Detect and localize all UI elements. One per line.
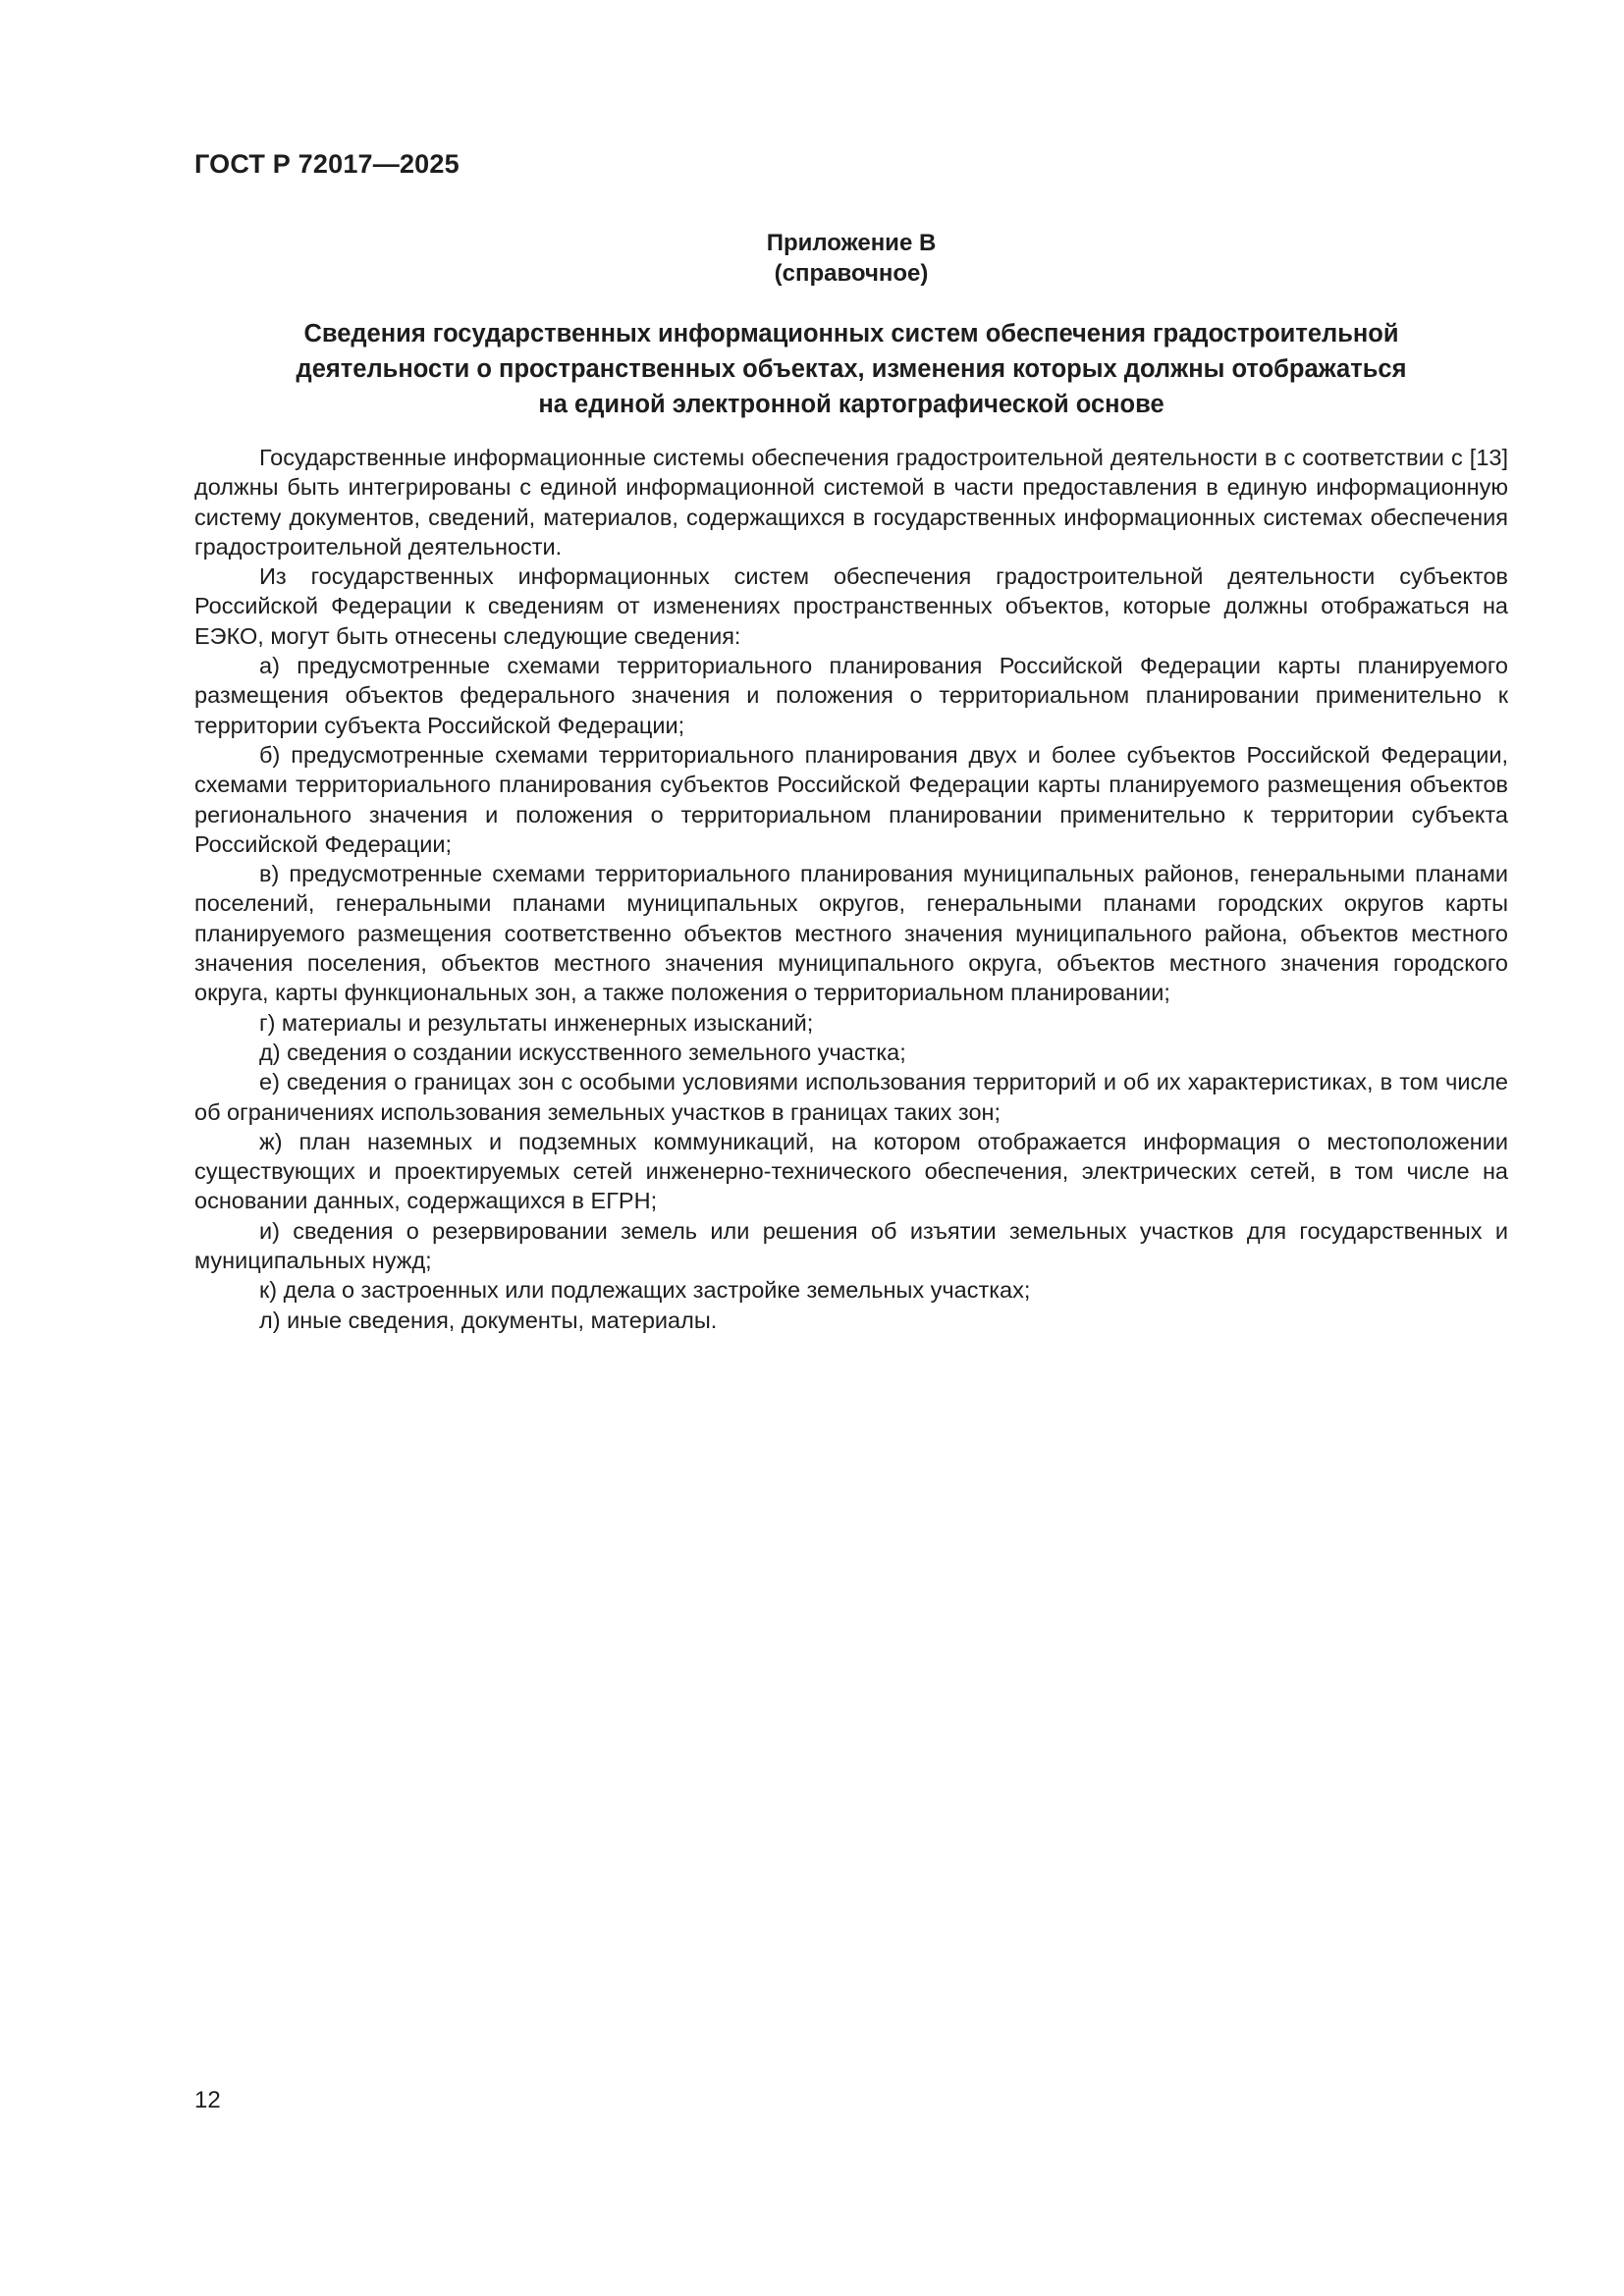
appendix-title-line: деятельности о пространственных объектах, изменения которых должны отображаться	[296, 355, 1407, 383]
list-item-e: е) сведения о границах зон с особыми условиями использования территорий и об их характеристиках, в том числе об ограничениях использования земельных участков в границах таких зон;	[194, 1069, 1508, 1125]
body-text	[194, 443, 1508, 1335]
page-number: 12	[194, 2087, 221, 2113]
appendix-title	[194, 316, 1508, 422]
appendix-title-line: на единой электронной картографической основе	[538, 391, 1164, 418]
list-item-i: и) сведения о резервировании земель или решения об изъятии земельных участков для государственных и муниципальных нужд;	[194, 1217, 1508, 1274]
list-item-zh: ж) план наземных и подземных коммуникаций, на котором отображается информация о местоположении существующих и проектируемых сетей инженерно-технического обеспечения, электрических сетей, в том числе на основании данных, содержащихся в ЕГРН;	[194, 1128, 1508, 1214]
document-code: ГОСТ Р 72017—2025	[194, 149, 460, 179]
list-item-a: а) предусмотренные схемами территориального планирования Российской Федерации карты планируемого размещения объектов федерального значения и положения о территориальном планировании применительно к территории субъекта Российской Федерации;	[194, 653, 1508, 738]
appendix-heading	[194, 228, 1508, 289]
list-item-b: б) предусмотренные схемами территориального планирования двух и более субъектов Российской Федерации, схемами территориального планирования субъектов Российской Федерации карты планируемого размещения объектов регионального значения и положения о территориальном планировании применительно к территории субъекта Российской Федерации;	[194, 741, 1508, 857]
list-item-l: л) иные сведения, документы, материалы.	[259, 1307, 718, 1333]
list-item-g: г) материалы и результаты инженерных изысканий;	[259, 1009, 814, 1036]
list-item-d: д) сведения о создании искусственного земельного участка;	[259, 1039, 906, 1065]
appendix-title-line: Сведения государственных информационных систем обеспечения градостроительной	[303, 320, 1399, 347]
list-item-k: к) дела о застроенных или подлежащих застройке земельных участках;	[259, 1277, 1031, 1304]
paragraph-intro: Государственные информационные системы обеспечения градостроительной деятельности в с соответствии с [13] должны быть интегрированы с единой информационной системой в части предоставления в единую информационную систему документов, сведений, материалов, содержащихся в государственных информационных системах обеспечения градостроительной деятельности.	[194, 445, 1508, 560]
paragraph-list-lead: Из государственных информационных систем обеспечения градостроительной деятельности субъектов Российской Федерации к сведениям от изменениях пространственных объектов, которые должны отображаться на ЕЭКО, могут быть отнесены следующие сведения:	[194, 563, 1508, 649]
appendix-kind: (справочное)	[774, 260, 929, 287]
appendix-label: Приложение В	[766, 230, 937, 256]
list-item-v: в) предусмотренные схемами территориального планирования муниципальных районов, генеральными планами поселений, генеральными планами муниципальных округов, генеральными планами городских округов карты планируемого размещения соответственно объектов местного значения муниципального района, объектов местного значения поселения, объектов местного значения муниципального округа, объектов местного значения городского округа, карты функциональных зон, а также положения о территориальном планировании;	[194, 861, 1508, 1006]
